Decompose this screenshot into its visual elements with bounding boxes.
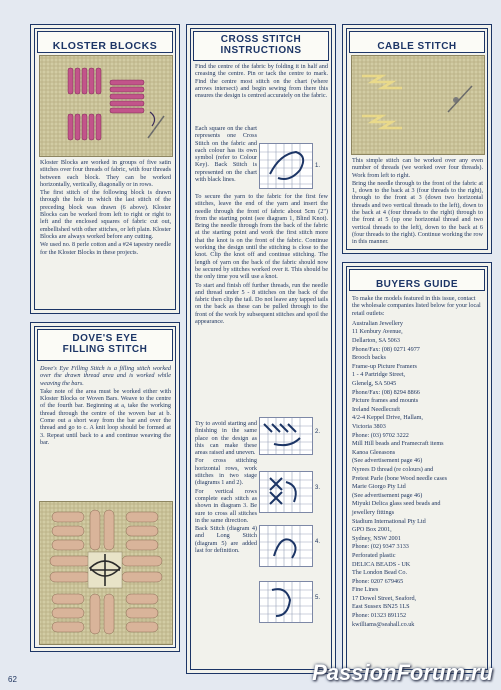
buyers-guide-line: Frame-up Picture Framers	[352, 362, 417, 370]
doves-eye-intro: Dove's Eye Filling Stitch is a filling stitch worked over the drawn thread area and is worked while weaving the bars.	[40, 365, 171, 387]
diagram-4-svg	[260, 526, 312, 566]
page-number: 62	[8, 675, 17, 684]
cross-stitch-paragraph-6: For cross stitching horizontal rows, work stitches in two stage (diagrams 1 and 2).	[195, 457, 257, 487]
cross-stitch-panel	[186, 24, 336, 674]
buyers-guide-line: Phone/Fax: (08) 0271 4977	[352, 345, 420, 353]
buyers-guide-line: Glenelg, SA 5045	[352, 380, 397, 388]
diagram-1-svg	[260, 144, 312, 188]
kloster-blocks-illustration	[39, 55, 173, 157]
buyers-guide-line: kwilliams@seahall.co.uk	[352, 620, 415, 628]
buyers-guide-line: Pretest Parle (bone Wood needle cases	[352, 474, 448, 482]
buyers-guide-line: Perforated plastic	[352, 551, 396, 559]
kloster-blocks-panel	[30, 24, 180, 314]
buyers-guide-line: jewellery fittings	[352, 508, 395, 516]
cable-stitch-diagram	[352, 56, 484, 154]
cross-stitch-diagram-5	[259, 581, 313, 623]
cross-stitch-title-line-2: INSTRUCTIONS	[220, 45, 302, 56]
cable-stitch-paragraph-1: This simple stitch can be worked over any even number of threads (we worked over four threads). Work from left to right.	[352, 157, 483, 179]
buyers-guide-panel	[342, 262, 492, 674]
buyers-guide-line: Phone/Fax: (08) 8294 8866	[352, 388, 420, 396]
buyers-guide-line: Victoria 3803	[352, 423, 386, 431]
cross-stitch-paragraph-3: To secure the yarn to the fabric for the first few stitches, leave the end of the yarn and insert the needle through the front of fabric about 5cm (2") from the starting point (see diagram 1, Blind Knot). Bring the needle through from the back of the fabric at the starting point and work the first stitch more that the knot is on the front of the fabric. Continue working the design until the stitching is close to the knot. Clip the knot off and continue stitching. The length of yarn on the back of the fabric should now be secured by stitches worked over it. This should be the only time you will use a knot.	[195, 193, 328, 281]
cross-stitch-paragraph-7: For vertical rows complete each stitch as shown in diagram 3. Be sure to cross all stitches in the same direction.	[195, 487, 257, 524]
buyers-guide-line: Fine Lines	[352, 586, 379, 594]
buyers-guide-line: Australian Jewellery	[352, 319, 404, 327]
buyers-guide-line: GPO Box 2001,	[352, 526, 392, 534]
cross-stitch-paragraph-5: Try to avoid starting and finishing in the same place on the design as this can make these areas raised and uneven.	[195, 420, 257, 457]
cable-stitch-header	[349, 31, 485, 53]
diagram-1-number: 1.	[315, 163, 321, 169]
doves-eye-title-line-1: DOVE'S EYE	[72, 333, 138, 344]
cross-stitch-paragraph-8: Back Stitch (diagram 4) and Long Stitch (diagram 5) are added last for definition.	[195, 525, 257, 555]
buyers-guide-line: 11 Kenbury Avenue,	[352, 328, 403, 336]
diagram-2-number: 2.	[315, 429, 321, 435]
buyers-guide-line: (See advertisement page 46)	[352, 457, 423, 465]
buyers-guide-line: Nyrees D thread (re colours) and	[352, 465, 434, 473]
buyers-guide-line: Miyuki Delica glass seed beads and	[352, 500, 441, 508]
diagram-3-svg	[260, 472, 312, 512]
buyers-guide-header	[349, 269, 485, 291]
buyers-guide-line: Sydney, NSW 2001	[352, 534, 401, 542]
diagram-5-svg	[260, 582, 312, 622]
cross-stitch-text-key	[195, 125, 257, 184]
cable-stitch-illustration	[351, 55, 485, 155]
buyers-guide-title: BUYERS GUIDE	[375, 279, 459, 290]
kloster-blocks-paragraph-2: The first stitch of the following block is drawn through the hole in which the last stitch of the preceding block was drawn (6 above). Kloster Blocks can be worked from left to right or right to left and the enclosed squares of fabric cut out, embellished with other stitches, or left plain. Kloster Blocks are always worked before any cutting.	[40, 189, 171, 240]
buyers-guide-line: 4/2-4 Keppel Drive, Hallam,	[352, 414, 423, 422]
cable-stitch-panel	[342, 24, 492, 254]
buyers-guide-line: Mill Hill beads and Framecraft items	[352, 440, 444, 448]
buyers-guide-line: Kanoa Gleeasons	[352, 448, 396, 456]
buyers-guide-line: Ireland Needlecraft	[352, 405, 400, 413]
kloster-blocks-diagram	[40, 56, 172, 156]
buyers-guide-line: (See advertisement page 46)	[352, 491, 423, 499]
doves-eye-body: Take note of the area must be worked either with Kloster Blocks or Woven Bars. Weave to the centre of the fourth bar. Beginning at a, take the working thread through the centre of the woven bar at b. Come out a short way from the bar and over the thread and go to c. A knit loop should be formed at 3. Repeat until back to a and continue weaving the bar.	[40, 387, 171, 446]
buyers-guide-line: Dellarton, SA 5063	[352, 337, 400, 345]
cross-stitch-text-top	[195, 63, 328, 100]
doves-eye-title-line-2: FILLING STITCH	[62, 344, 148, 355]
cross-stitch-diagram-2	[259, 417, 313, 455]
cross-stitch-diagram-1	[259, 143, 313, 189]
cross-stitch-title-line-1: CROSS STITCH	[220, 34, 302, 45]
buyers-guide-line: Stadium International Pty Ltd	[352, 517, 426, 525]
diagram-2-svg	[260, 418, 312, 454]
buyers-guide-line: Picture frames and mounts	[352, 397, 419, 405]
buyers-guide-intro: To make the models featured in this issue, contact the wholesale companies listed below for your local retail outlets:	[352, 295, 481, 317]
buyers-guide-line: Phone: (02) 9347 3133	[352, 543, 409, 551]
buyers-guide-line: The London Bead Co.	[352, 569, 407, 577]
buyers-guide-line: 1 - 4 Partridge Street,	[352, 371, 406, 379]
buyers-guide-line: DELICA BEADS - UK	[352, 560, 411, 568]
cross-stitch-paragraph-1: Find the centre of the fabric by folding it in half and creasing the centre. Pin or tack the centre to mark. Find the centre most stitch on the chart (where arrows intersect) and begin sewing from there this ensures the design is centred accurately on the fabric.	[195, 63, 328, 100]
buyers-guide-line: Phone: (03) 9702 3222	[352, 431, 409, 439]
kloster-blocks-title: KLOSTER BLOCKS	[52, 40, 158, 52]
cross-stitch-diagram-3	[259, 471, 313, 513]
kloster-blocks-header	[37, 31, 173, 53]
cable-stitch-text	[352, 157, 483, 247]
diagram-4-number: 4.	[315, 539, 321, 545]
cross-stitch-text-bottom	[195, 420, 257, 555]
cross-stitch-text-middle	[195, 193, 328, 326]
buyers-guide-line: Marie Giorgo Pty Ltd	[352, 483, 406, 491]
buyers-guide-text	[352, 295, 483, 629]
cross-stitch-header	[193, 31, 329, 61]
cross-stitch-paragraph-2: Each square on the chart represents one Cross Stitch on the fabric and each colour has its own symbol (refer to Colour Key). Back Stitch is represented on the chart with black lines.	[195, 125, 257, 184]
buyers-guide-list	[352, 320, 483, 629]
buyers-guide-line: East Sussex BN25 1LS	[352, 603, 410, 611]
cable-stitch-paragraph-2: Bring the needle through to the front of the fabric at 1, down to the back at 3 (four threads to the right), through to the front at 3 (down two horizontal threads and two vertical threads to the left), down to the back at 4 (four threads to the right) through to the front at 5 (up one horizontal thread and two vertical threads to the left), down to the back at 6 (four threads to the right). Continue working the row in this manner.	[352, 179, 483, 246]
cable-stitch-title: CABLE STITCH	[377, 41, 457, 52]
kloster-blocks-text	[40, 159, 171, 257]
buyers-guide-line: 17 Dowel Street, Seaford,	[352, 594, 417, 602]
buyers-guide-line: Brooch backs	[352, 354, 386, 362]
cross-stitch-paragraph-4: To start and finish off further threads, run the needle and thread under 5 - 8 stitches on the back of the fabric then clip the tail. Do not leave any tapped tails on the back as these can be pulled through to the front of the work by subsequent stitches and spoil the appearance.	[195, 281, 328, 326]
diagram-3-number: 3.	[315, 485, 321, 491]
kloster-blocks-paragraph-3: We used no. 8 perle cotton and a #24 tapestry needle for the Kloster Blocks in these projects.	[40, 241, 171, 256]
buyers-guide-line: Phone: 01323 891152	[352, 612, 407, 620]
doves-eye-header	[37, 329, 173, 361]
cross-stitch-diagram-4	[259, 525, 313, 567]
doves-eye-panel	[30, 322, 180, 652]
buyers-guide-line: Phone: 0207 679465	[352, 577, 404, 585]
doves-eye-diagram	[40, 502, 172, 644]
doves-eye-text	[40, 365, 171, 447]
kloster-blocks-paragraph-1: Kloster Blocks are worked in groups of five satin stitches over four threads of fabric, with four threads between each block. They can be worked horizontally, vertically, diagonally or in rows.	[40, 159, 171, 188]
watermark-text: PassionForum.ru	[312, 660, 493, 685]
doves-eye-illustration	[39, 501, 173, 645]
diagram-5-number: 5.	[315, 595, 321, 601]
